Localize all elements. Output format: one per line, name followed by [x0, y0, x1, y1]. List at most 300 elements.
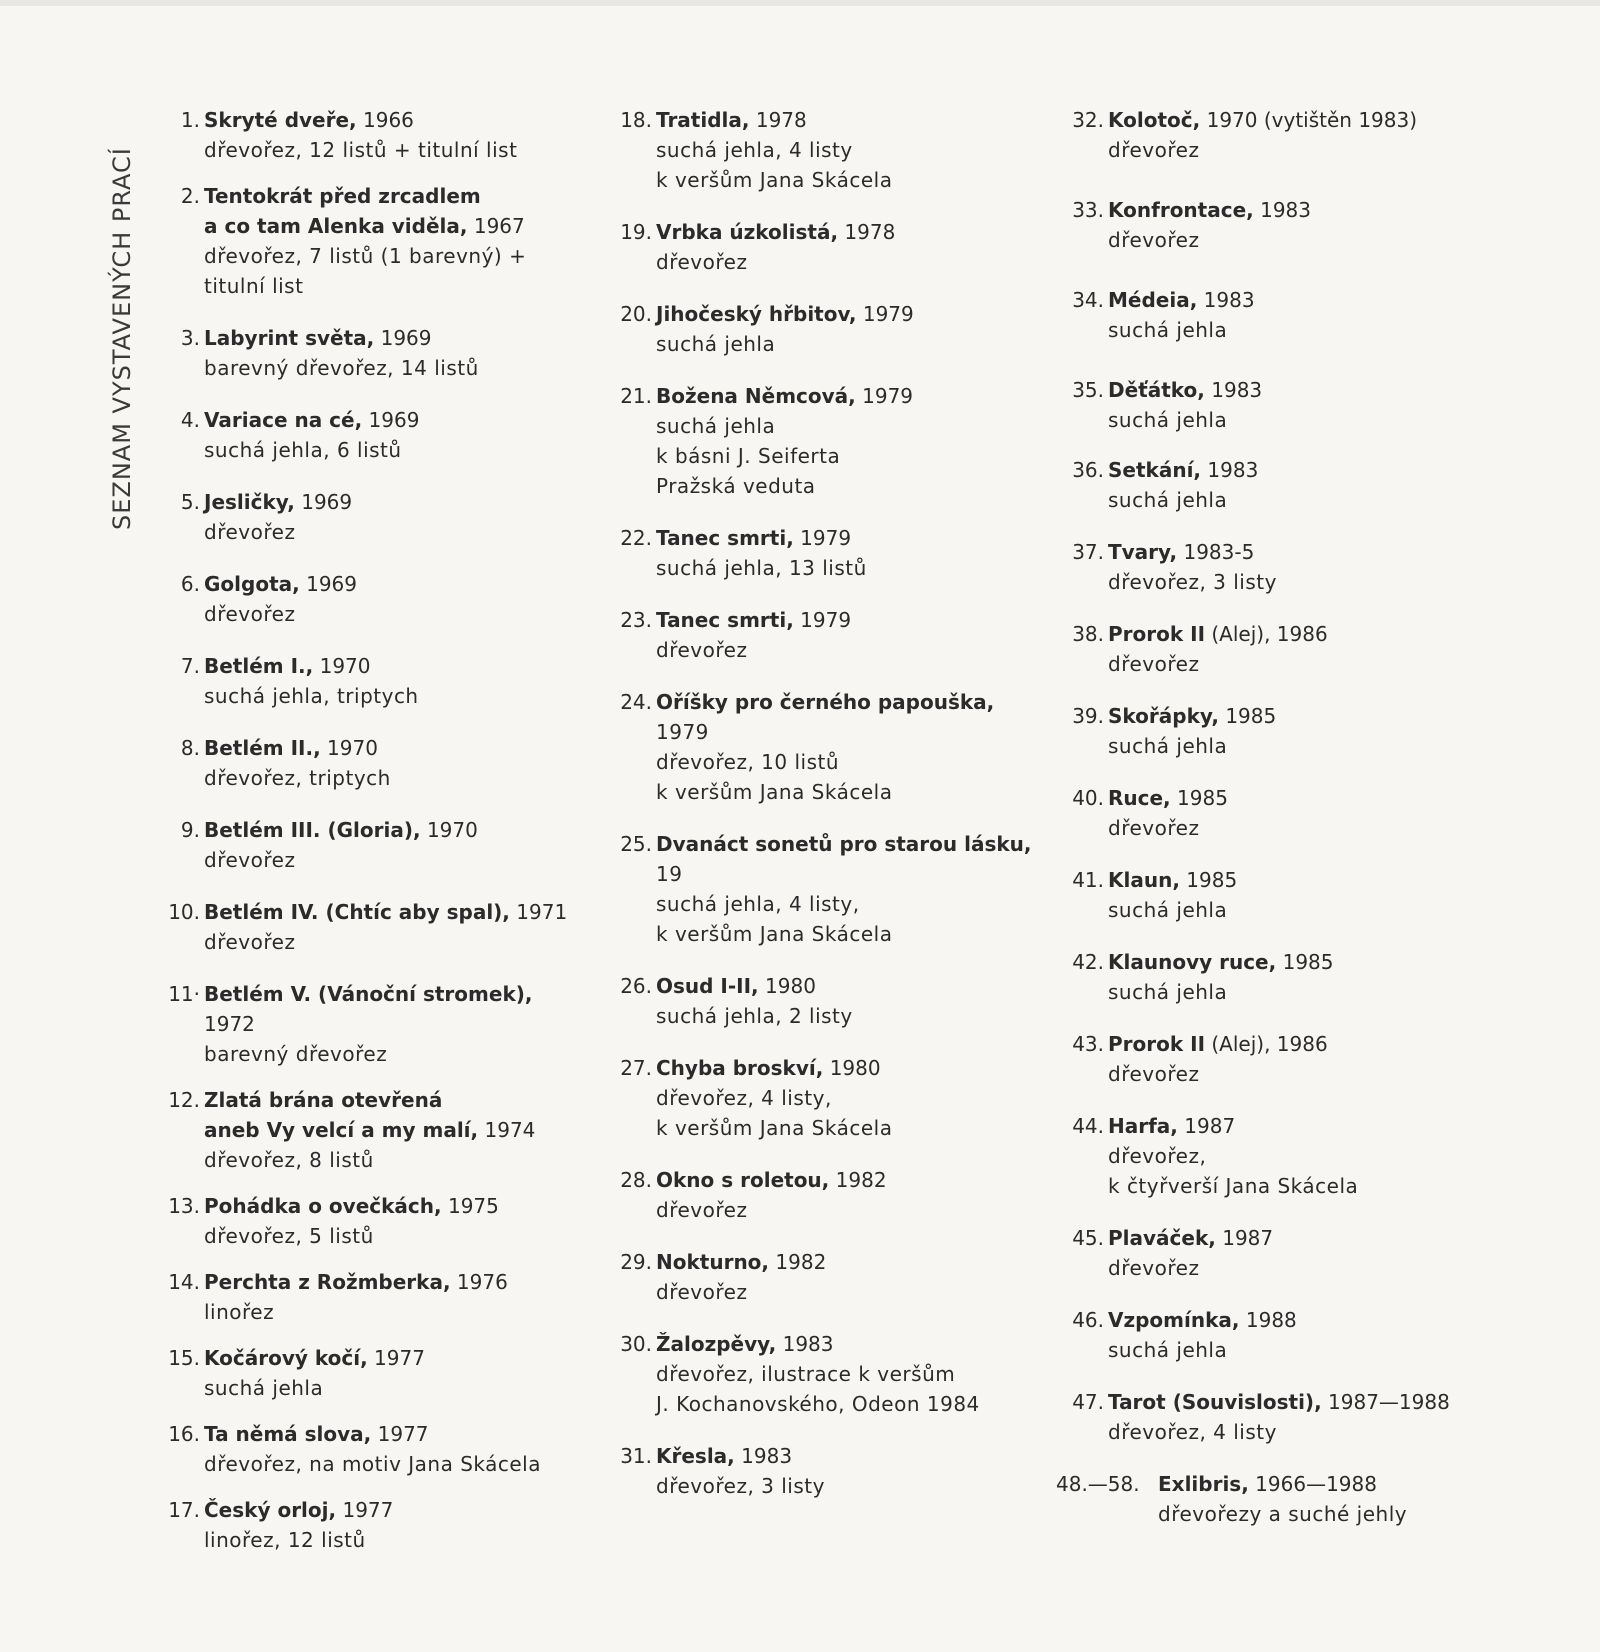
- item-name: Médeia,: [1108, 288, 1198, 312]
- item-year: 1979: [793, 526, 852, 550]
- item-detail: 1979: [656, 720, 709, 744]
- list-item: [1058, 375, 1498, 435]
- item-detail: dřevořez: [656, 1198, 748, 1222]
- item-detail: dřevořez, 3 listy: [1108, 570, 1277, 594]
- item-name: Betlém I.,: [204, 654, 314, 678]
- item-name: Tarot (Souvislosti),: [1108, 1390, 1322, 1414]
- list-item: [1058, 1387, 1498, 1447]
- item-year: 1970 (vytištěn 1983): [1200, 108, 1418, 132]
- item-title: [204, 1085, 584, 1115]
- item-name: Exlibris,: [1158, 1472, 1249, 1496]
- item-number: 2.: [180, 184, 200, 208]
- item-detail: dřevořez, 4 listy: [1108, 1420, 1277, 1444]
- item-number: 9.: [180, 818, 200, 842]
- item-number: 38.: [1072, 622, 1104, 646]
- item-name: Děťátko,: [1108, 378, 1205, 402]
- item-name: Klaun,: [1108, 868, 1180, 892]
- item-title: [1108, 195, 1498, 225]
- item-number: 1.: [180, 108, 200, 132]
- list-item: [606, 829, 1036, 949]
- item-detail: suchá jehla: [1108, 734, 1228, 758]
- list-item: [154, 569, 584, 629]
- item-name: Skořápky,: [1108, 704, 1219, 728]
- list-item: [1058, 455, 1498, 515]
- list-item: [606, 605, 1036, 665]
- item-name: Osud I-II,: [656, 974, 759, 998]
- item-number: 24.: [620, 690, 652, 714]
- item-title: [204, 733, 584, 763]
- item-title: [1108, 1387, 1498, 1417]
- item-number: 26.: [620, 974, 652, 998]
- item-number: 15.: [168, 1346, 200, 1370]
- item-title: [1108, 1029, 1498, 1059]
- item-year: 1979: [856, 302, 914, 326]
- item-year: 1976: [450, 1270, 508, 1294]
- item-detail: dřevořezy a suché jehly: [1158, 1502, 1408, 1526]
- item-year: 1974: [478, 1118, 536, 1142]
- item-number: 31.: [620, 1444, 652, 1468]
- item-title: [656, 217, 1036, 247]
- item-number: 36.: [1072, 458, 1104, 482]
- item-name: Harfa,: [1108, 1114, 1178, 1138]
- item-name: Setkání,: [1108, 458, 1202, 482]
- item-title: [204, 1267, 584, 1297]
- item-number: 29.: [620, 1250, 652, 1274]
- item-name: Tanec smrti,: [656, 608, 794, 632]
- item-detail: barevný dřevořez: [204, 1042, 388, 1066]
- item-title: [1108, 1223, 1498, 1253]
- list-item: [154, 897, 584, 957]
- item-detail: dřevořez: [1108, 652, 1200, 676]
- item-name: Božena Němcová,: [656, 384, 856, 408]
- item-number: 46.: [1072, 1308, 1104, 1332]
- item-detail: dřevořez: [1108, 1062, 1200, 1086]
- item-title: [204, 211, 584, 241]
- item-number: 41.: [1072, 868, 1104, 892]
- item-title: [1108, 619, 1498, 649]
- item-detail: dřevořez: [204, 520, 296, 544]
- item-title: [204, 105, 584, 135]
- item-title: [656, 381, 1036, 411]
- item-name: Tratidla,: [656, 108, 750, 132]
- item-year: 1979: [855, 384, 914, 408]
- item-year: 1980: [823, 1056, 881, 1080]
- item-detail: suchá jehla: [204, 1376, 324, 1400]
- item-title: [204, 1191, 584, 1221]
- item-title: [656, 687, 1036, 717]
- item-detail: k veršům Jana Skácela: [656, 780, 893, 804]
- item-detail: suchá jehla: [1108, 408, 1228, 432]
- item-year: 1982: [829, 1168, 887, 1192]
- item-title: [204, 1495, 584, 1525]
- item-detail: k básni J. Seiferta: [656, 444, 841, 468]
- item-name: Chyba broskví,: [656, 1056, 824, 1080]
- item-title: [1108, 1305, 1498, 1335]
- item-name: Betlém V. (Vánoční stromek),: [204, 982, 533, 1006]
- list-item: [606, 1165, 1036, 1225]
- item-number: 4.: [180, 408, 200, 432]
- item-name: Ta němá slova,: [204, 1422, 372, 1446]
- list-item: [606, 217, 1036, 277]
- item-name: Kočárový kočí,: [204, 1346, 368, 1370]
- item-year: 1983: [1201, 458, 1259, 482]
- item-name: Klaunovy ruce,: [1108, 950, 1277, 974]
- item-detail: dřevořez, 5 listů: [204, 1224, 374, 1248]
- item-number: 11·: [168, 982, 200, 1006]
- list-item: [154, 323, 584, 383]
- item-year: 1985: [1170, 786, 1228, 810]
- list-item: [1058, 1305, 1498, 1365]
- item-year: 1983: [734, 1444, 793, 1468]
- item-detail: suchá jehla: [1108, 1338, 1228, 1362]
- item-detail: dřevořez, ilustrace k veršům: [656, 1362, 956, 1386]
- item-number: 3.: [180, 326, 200, 350]
- list-item: [1058, 619, 1498, 679]
- list-item: [1058, 537, 1498, 597]
- item-detail: suchá jehla, 13 listů: [656, 556, 867, 580]
- item-detail: suchá jehla, 4 listy,: [656, 892, 860, 916]
- item-number: 28.: [620, 1168, 652, 1192]
- item-number: 17.: [168, 1498, 200, 1522]
- item-name: Zlatá brána otevřená: [204, 1088, 443, 1112]
- list-item: [154, 1267, 584, 1327]
- item-detail: dřevořez, triptych: [204, 766, 391, 790]
- item-title: [1158, 1469, 1498, 1499]
- item-title: [1108, 701, 1498, 731]
- list-item: [154, 1085, 584, 1115]
- item-year: (Alej), 1986: [1205, 1032, 1328, 1056]
- item-detail: Pražská veduta: [656, 474, 816, 498]
- item-detail: titulní list: [204, 274, 304, 298]
- item-number: 42.: [1072, 950, 1104, 974]
- item-name: Nokturno,: [656, 1250, 770, 1274]
- item-name: Pohádka o ovečkách,: [204, 1194, 442, 1218]
- item-number: 23.: [620, 608, 652, 632]
- column-1: [154, 105, 584, 1555]
- item-title: [204, 323, 584, 353]
- item-number: 19.: [620, 220, 652, 244]
- item-detail: k veršům Jana Skácela: [656, 922, 893, 946]
- item-year: 1983: [1253, 198, 1312, 222]
- item-year: 1969: [362, 408, 420, 432]
- item-year: 1983-5: [1177, 540, 1255, 564]
- item-year: 1985: [1218, 704, 1277, 728]
- item-title: [656, 605, 1036, 635]
- list-item: [606, 1247, 1036, 1307]
- list-item: [154, 181, 584, 211]
- item-detail: dřevořez, 10 listů: [656, 750, 840, 774]
- item-name: Žalozpěvy,: [656, 1332, 777, 1356]
- item-title: [1108, 1111, 1498, 1141]
- item-year: 1983: [1204, 378, 1263, 402]
- item-detail: k veršům Jana Skácela: [656, 168, 893, 192]
- item-title: [204, 181, 584, 211]
- list-item: [1058, 195, 1498, 255]
- item-number: 48.—58.: [1056, 1472, 1140, 1496]
- item-detail: dřevořez, 12 listů + titulní list: [204, 138, 518, 162]
- item-detail: barevný dřevořez, 14 listů: [204, 356, 479, 380]
- item-number: 34.: [1072, 288, 1104, 312]
- item-year: 1985: [1179, 868, 1238, 892]
- item-name: Vzpomínka,: [1108, 1308, 1240, 1332]
- item-title: [204, 569, 584, 599]
- item-detail: suchá jehla: [1108, 898, 1228, 922]
- list-item: [606, 381, 1036, 501]
- page-top-edge: [0, 0, 1600, 6]
- list-item: [1058, 783, 1498, 843]
- list-item: [606, 971, 1036, 1031]
- item-title: [656, 1165, 1036, 1195]
- item-number: 35.: [1072, 378, 1104, 402]
- list-item: [1058, 701, 1498, 761]
- item-detail: dřevořez: [204, 930, 296, 954]
- item-detail: dřevořez: [1108, 816, 1200, 840]
- item-name: Prorok II: [1108, 622, 1206, 646]
- list-item: [606, 1053, 1036, 1143]
- item-detail: suchá jehla: [656, 332, 776, 356]
- item-number: 43.: [1072, 1032, 1104, 1056]
- item-year: 1987: [1177, 1114, 1236, 1138]
- item-number: 39.: [1072, 704, 1104, 728]
- item-number: 30.: [620, 1332, 652, 1356]
- item-title: [656, 105, 1036, 135]
- list-item: [606, 523, 1036, 583]
- list-item: [154, 211, 584, 301]
- item-year: 1970: [313, 654, 371, 678]
- item-title: [656, 1053, 1036, 1083]
- item-number: 27.: [620, 1056, 652, 1080]
- side-title: [108, 110, 136, 530]
- item-year: 1979: [793, 608, 852, 632]
- item-name: a co tam Alenka viděla,: [204, 214, 468, 238]
- item-detail: suchá jehla: [1108, 318, 1228, 342]
- list-item: [606, 687, 1036, 807]
- item-detail: dřevořez: [1108, 138, 1200, 162]
- item-title: [204, 651, 584, 681]
- item-title: [1108, 537, 1498, 567]
- item-title: [204, 487, 584, 517]
- item-name: Jihočeský hřbitov,: [656, 302, 857, 326]
- item-year: (Alej), 1986: [1205, 622, 1328, 646]
- item-year: 1969: [299, 572, 357, 596]
- item-number: 8.: [180, 736, 200, 760]
- item-name: Křesla,: [656, 1444, 735, 1468]
- item-title: [656, 1247, 1036, 1277]
- list-item: [154, 1419, 584, 1479]
- item-detail: dřevořez: [656, 1280, 748, 1304]
- item-year: 1982: [769, 1250, 827, 1274]
- item-year: 1970: [320, 736, 378, 760]
- item-year: 1969: [374, 326, 432, 350]
- item-name: Perchta z Rožmberka,: [204, 1270, 451, 1294]
- item-number: 20.: [620, 302, 652, 326]
- list-item: [606, 105, 1036, 195]
- item-detail: dřevořez, 4 listy,: [656, 1086, 832, 1110]
- item-detail: k veršům Jana Skácela: [656, 1116, 893, 1140]
- item-detail: suchá jehla, 2 listy: [656, 1004, 853, 1028]
- item-number: 14.: [168, 1270, 200, 1294]
- list-item: [1058, 1223, 1498, 1283]
- item-year: 1985: [1276, 950, 1334, 974]
- item-name: Variace na cé,: [204, 408, 363, 432]
- item-number: 32.: [1072, 108, 1104, 132]
- list-item: [606, 299, 1036, 359]
- item-year: 1967: [467, 214, 525, 238]
- item-detail: dřevořez: [1108, 228, 1200, 252]
- item-title: [204, 897, 584, 927]
- item-year: 1977: [367, 1346, 425, 1370]
- item-name: Vrbka úzkolistá,: [656, 220, 839, 244]
- item-number: 21.: [620, 384, 652, 408]
- item-title: [656, 1441, 1036, 1471]
- item-detail: k čtyřverší Jana Skácela: [1108, 1174, 1359, 1198]
- item-year: 1983: [1197, 288, 1255, 312]
- item-detail: suchá jehla, triptych: [204, 684, 419, 708]
- item-title: [204, 1343, 584, 1373]
- item-year: 1977: [371, 1422, 429, 1446]
- item-year: 1978: [838, 220, 896, 244]
- item-year: 1970: [420, 818, 478, 842]
- list-item: [154, 651, 584, 711]
- item-number: 22.: [620, 526, 652, 550]
- item-number: 47.: [1072, 1390, 1104, 1414]
- item-detail: dřevořez: [1108, 1256, 1200, 1280]
- item-name: Český orloj,: [204, 1498, 337, 1522]
- item-year: 1975: [441, 1194, 499, 1218]
- item-year: 1988: [1239, 1308, 1297, 1332]
- item-number: 33.: [1072, 198, 1104, 222]
- item-detail: 19: [656, 862, 683, 886]
- item-name: Tanec smrti,: [656, 526, 794, 550]
- item-detail: dřevořez, 7 listů (1 barevný) +: [204, 244, 527, 268]
- item-detail: suchá jehla: [1108, 980, 1228, 1004]
- item-year: 1983: [776, 1332, 834, 1356]
- item-number: 44.: [1072, 1114, 1104, 1138]
- item-detail: dřevořez,: [1108, 1144, 1207, 1168]
- item-name: Skryté dveře,: [204, 108, 357, 132]
- item-name: Labyrint světa,: [204, 326, 375, 350]
- item-name: Okno s roletou,: [656, 1168, 830, 1192]
- item-year: 1987—1988: [1321, 1390, 1450, 1414]
- item-number: 16.: [168, 1422, 200, 1446]
- item-name: Betlém III. (Gloria),: [204, 818, 421, 842]
- item-year: 1977: [336, 1498, 394, 1522]
- list-item: [154, 815, 584, 875]
- item-detail: dřevořez: [656, 638, 748, 662]
- item-number: 6.: [180, 572, 200, 596]
- item-name: Ruce,: [1108, 786, 1171, 810]
- item-name: Golgota,: [204, 572, 300, 596]
- item-name: Betlém II.,: [204, 736, 321, 760]
- item-year: 1972: [204, 1012, 255, 1036]
- item-title: [656, 523, 1036, 553]
- list-item: [1058, 947, 1498, 1007]
- item-number: 10.: [168, 900, 200, 924]
- item-number: 12.: [168, 1088, 200, 1112]
- item-detail: dřevořez: [656, 250, 748, 274]
- list-item: [1058, 1469, 1498, 1529]
- item-title: [1108, 947, 1498, 977]
- item-title: [204, 815, 584, 845]
- item-number: 13.: [168, 1194, 200, 1218]
- list-item: [1058, 105, 1498, 165]
- item-title: [656, 299, 1036, 329]
- item-title: [204, 1115, 584, 1145]
- item-detail: dřevořez, 3 listy: [656, 1474, 825, 1498]
- list-item: [154, 1191, 584, 1251]
- item-detail: linořez: [204, 1300, 275, 1324]
- item-title: [1108, 375, 1498, 405]
- item-title: [1108, 105, 1498, 135]
- item-number: 37.: [1072, 540, 1104, 564]
- column-2: [606, 105, 1036, 1501]
- item-year: 1987: [1215, 1226, 1274, 1250]
- item-name: Dvanáct sonetů pro starou lásku,: [656, 832, 1032, 856]
- list-item: [154, 1495, 584, 1555]
- item-title: [204, 1419, 584, 1449]
- item-name: Tentokrát před zrcadlem: [204, 184, 481, 208]
- list-item: [1058, 1111, 1498, 1201]
- item-title: [1108, 783, 1498, 813]
- list-item: [154, 1343, 584, 1403]
- item-detail: dřevořez: [204, 602, 296, 626]
- item-detail: J. Kochanovského, Odeon 1984: [656, 1392, 980, 1416]
- item-name: Plaváček,: [1108, 1226, 1216, 1250]
- side-title-text: SEZNAM VYSTAVENÝCH PRACÍ: [108, 147, 136, 530]
- list-item: [1058, 1029, 1498, 1089]
- list-item: [606, 1441, 1036, 1501]
- item-year: 1966: [356, 108, 414, 132]
- item-title: [1108, 865, 1498, 895]
- list-item: [154, 105, 584, 165]
- item-title: [656, 1329, 1036, 1359]
- list-item: [1058, 865, 1498, 925]
- item-title: [204, 405, 584, 435]
- list-item: [154, 487, 584, 547]
- item-title: [656, 829, 1036, 859]
- item-year: 1971: [509, 900, 568, 924]
- item-title: [1108, 455, 1498, 485]
- item-title: [204, 979, 584, 1039]
- item-detail: linořez, 12 listů: [204, 1528, 366, 1552]
- item-title: [656, 971, 1036, 1001]
- list-item: [154, 1115, 584, 1175]
- list-item: [154, 405, 584, 465]
- item-title: [1108, 285, 1498, 315]
- item-detail: dřevořez: [204, 848, 296, 872]
- item-name: Kolotoč,: [1108, 108, 1201, 132]
- item-name: Oříšky pro černého papouška,: [656, 690, 995, 714]
- item-detail: suchá jehla, 6 listů: [204, 438, 402, 462]
- list-item: [1058, 285, 1498, 345]
- item-number: 25.: [620, 832, 652, 856]
- item-detail: dřevořez, 8 listů: [204, 1148, 374, 1172]
- item-name: Prorok II: [1108, 1032, 1206, 1056]
- item-name: aneb Vy velcí a my malí,: [204, 1118, 479, 1142]
- item-year: 1969: [294, 490, 353, 514]
- item-year: 1980: [758, 974, 816, 998]
- item-name: Konfrontace,: [1108, 198, 1254, 222]
- list-item: [606, 1329, 1036, 1419]
- item-detail: suchá jehla, 4 listy: [656, 138, 853, 162]
- item-number: 40.: [1072, 786, 1104, 810]
- item-number: 7.: [180, 654, 200, 678]
- column-3: [1058, 105, 1498, 1529]
- list-item: [154, 979, 584, 1069]
- item-name: Betlém IV. (Chtíc aby spal),: [204, 900, 510, 924]
- item-detail: suchá jehla: [656, 414, 776, 438]
- item-number: 18.: [620, 108, 652, 132]
